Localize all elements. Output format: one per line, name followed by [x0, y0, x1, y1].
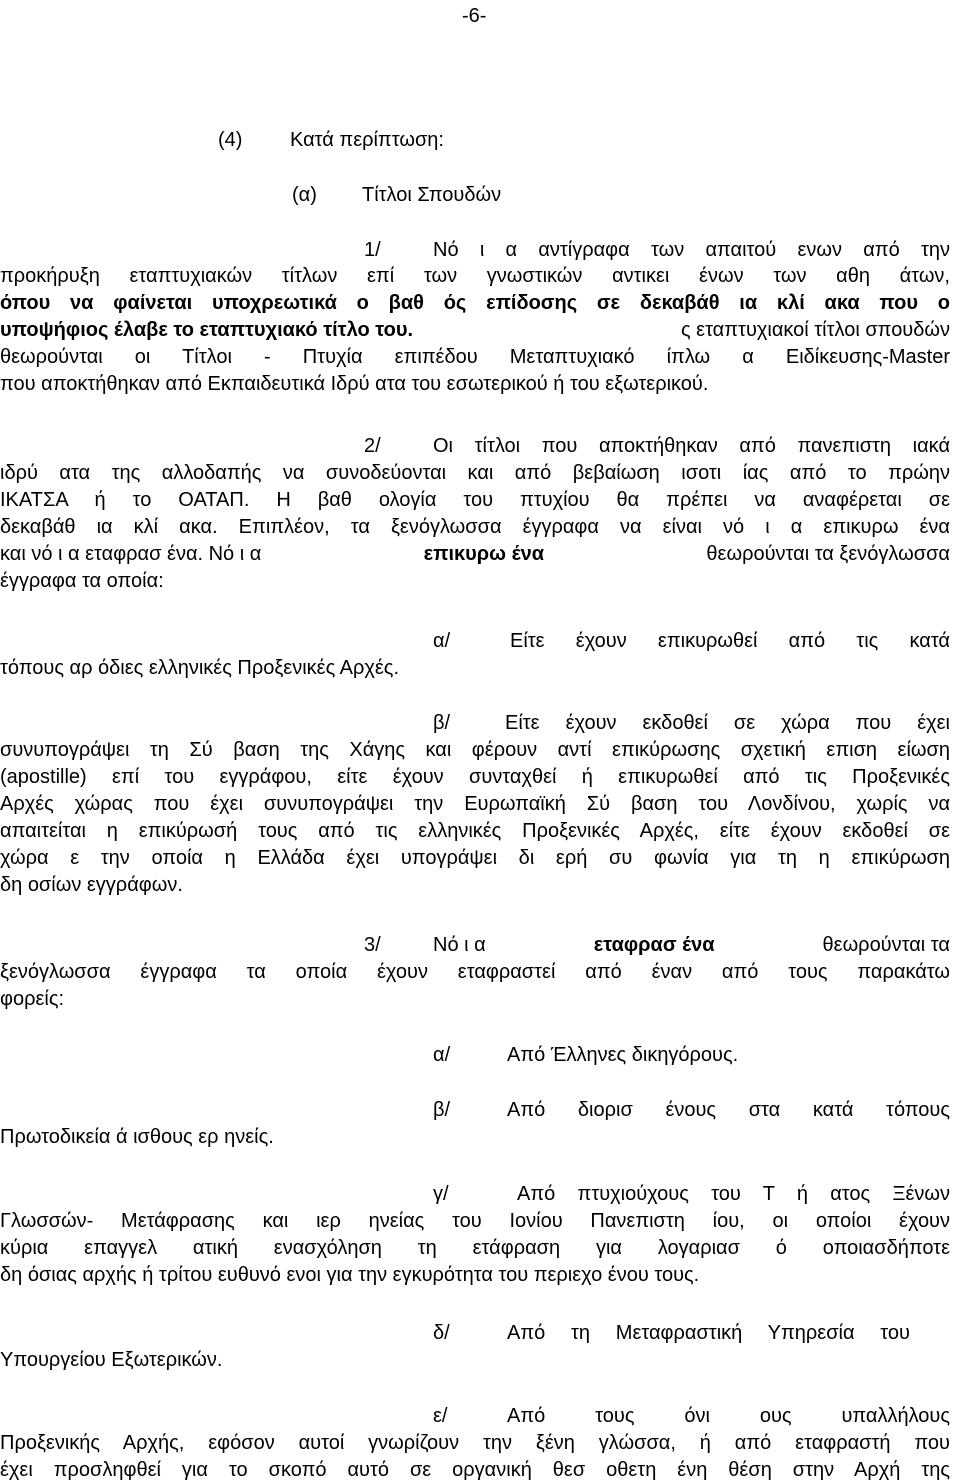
paragraph-line [433, 933, 950, 957]
paragraph-line: προκήρυξη εταπτυχιακών τίτλων επί των γνωστικών αντικει ένων των αθη άτων, [0, 265, 950, 287]
list-item-text: Από πτυχιούχους του Τ ή ατος Ξένων [517, 1183, 950, 1205]
list-item-text: (apostille) επί του εγγράφου, είτε έχουν συνταχθεί ή επικυρωθεί από τις Προξενικές [0, 766, 950, 788]
bold-phrase: εταφρασ ένα [593, 934, 715, 956]
list-item-text: απαιτείται η επικύρωσή τους από τις ελληνικές Προξενικές Αρχές, είτε έχουν εκδοθεί σε [0, 820, 950, 842]
paragraph-line: που αποκτήθηκαν από Εκπαιδευτικά Ιδρύ ατα του εσωτερικού ή του εξωτερικού. [0, 373, 709, 395]
paragraph-line: Νό ι α αντίγραφα των απαιτού ενων από την [433, 239, 950, 261]
list-item-text: Από τη Μεταφραστική Υπηρεσία του [507, 1322, 910, 1344]
paragraph-line-bold: όπου να φαίνεται υποχρεωτικά ο βαθ ός επίδοσης σε δεκαβάθ ια κλί ακα που ο [0, 292, 950, 314]
list-marker: β/ [433, 712, 451, 734]
list-item-text: Από Έλληνες δικηγόρους. [507, 1044, 739, 1066]
paragraph-line: θεωρούνται οι Τίτλοι - Πτυχία επιπέδου Μεταπτυχιακό ίπλω α Ειδίκευσης-Master [0, 346, 950, 368]
subsection-heading: Τίτλοι Σπουδών [362, 184, 502, 206]
page-number: -6- [462, 5, 487, 27]
list-item-text: Είτε έχουν εκδοθεί σε χώρα που έχει [505, 712, 950, 734]
subsection-number: (α) [292, 184, 317, 206]
text-phrase: Νό ι α [433, 934, 486, 956]
list-item-text: Γλωσσών- Μετάφρασης και ιερ ηνείας του Ιονίου Πανεπιστη ίου, οι οποίοι έχουν [0, 1210, 950, 1232]
paragraph-number: 2/ [364, 435, 381, 457]
list-item-text: Αρχές χώρας που έχει συνυπογράψει την Ευρωπαϊκή Σύ βαση του Λονδίνου, χωρίς να [0, 793, 950, 815]
list-item-text: Από τους όνι ους υπαλλήλους [507, 1405, 950, 1427]
list-item-text: έχει προσληφθεί για το σκοπό αυτό σε οργανική θεσ οθετη ένη θέση στην Αρχή της [0, 1459, 950, 1481]
list-marker: δ/ [433, 1322, 450, 1344]
paragraph-line: ξενόγλωσσα έγγραφα τα οποία έχουν εταφραστεί από έναν από τους παρακάτω [0, 961, 950, 983]
list-marker: β/ [433, 1099, 451, 1121]
list-item-text: Από διορισ ένους στα κατά τόπους [507, 1099, 950, 1121]
list-item-text: δη οσίων εγγράφων. [0, 874, 183, 896]
list-marker: ε/ [433, 1405, 448, 1427]
list-item-text: Πρωτοδικεία ά ισθους ερ ηνείς. [0, 1126, 274, 1148]
list-marker: α/ [433, 630, 451, 652]
paragraph-line: έγγραφα τα οποία: [0, 570, 164, 592]
text-phrase: ς εταπτυχιακοί τίτλοι σπουδών [680, 319, 950, 341]
list-item-text: συνυπογράψει τη Σύ βαση της Χάγης και φέρουν αντί επικύρωσης σχετική επιση είωση [0, 739, 950, 761]
list-item-text: χώρα ε την οποία η Ελλάδα έχει υπογράψει δι ερή συ φωνία για τη η επικύρωση [0, 847, 950, 869]
bold-phrase: επικυρω ένα [423, 543, 545, 565]
paragraph-number: 1/ [364, 239, 381, 261]
paragraph-line: Οι τίτλοι που αποκτήθηκαν από πανεπιστη ιακά [433, 435, 950, 457]
section-heading: Κατά περίπτωση: [290, 129, 444, 151]
list-marker: α/ [433, 1044, 451, 1066]
list-item-text: τόπους αρ όδιες ελληνικές Προξενικές Αρχές. [0, 657, 400, 679]
paragraph-line: ιδρύ ατα της αλλοδαπής να συνοδεύονται και από βεβαίωση ισοτι ίας από το πρώην [0, 462, 950, 484]
list-item-text: Προξενικής Αρχής, εφόσον αυτοί γνωρίζουν την ξένη γλώσσα, ή από εταφραστή που [0, 1432, 950, 1454]
list-item-text: Υπουργείου Εξωτερικών. [0, 1349, 223, 1371]
list-item-text: κύρια επαγγελ ατική ενασχόληση τη ετάφραση για λογαριασ ό οποιασδήποτε [0, 1237, 950, 1259]
text-phrase: και νό ι α εταφρασ ένα. Νό ι α [0, 543, 262, 565]
paragraph-line: ΙΚΑΤΣΑ ή το ΟΑΤΑΠ. Η βαθ ολογία του πτυχίου θα πρέπει να αναφέρεται σε [0, 489, 950, 511]
text-phrase: θεωρούνται τα [822, 934, 950, 956]
list-item-text: Είτε έχουν επικυρωθεί από τις κατά [510, 630, 950, 652]
text-phrase: θεωρούνται τα ξενόγλωσσα [706, 543, 950, 565]
paragraph-line [0, 542, 950, 566]
list-item-text: δη όσιας αρχής ή τρίτου ευθυνό ενοι για την εγκυρότητα του περιεχο ένου τους. [0, 1264, 700, 1286]
section-number: (4) [218, 129, 243, 151]
bold-phrase: υποψήφιος έλαβε το εταπτυχιακό τίτλο του. [0, 319, 414, 341]
list-marker: γ/ [433, 1183, 449, 1205]
paragraph-line [0, 318, 950, 342]
paragraph-line: φορείς: [0, 988, 65, 1010]
paragraph-number: 3/ [364, 934, 381, 956]
paragraph-line: δεκαβάθ ια κλί ακα. Επιπλέον, τα ξενόγλωσσα έγγραφα να είναι νό ι α επικυρω ένα [0, 516, 950, 538]
